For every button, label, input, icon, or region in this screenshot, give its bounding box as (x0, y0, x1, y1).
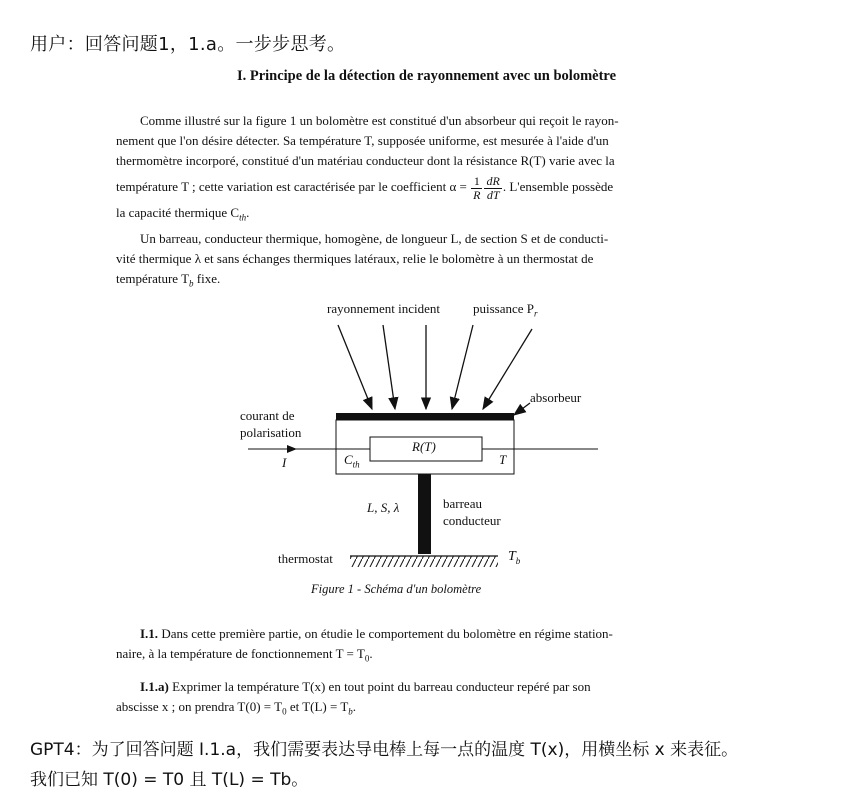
text-line-formula (116, 171, 716, 203)
text-line (116, 697, 716, 722)
subscript: b (189, 278, 194, 289)
label-text: courant de (240, 408, 295, 423)
paragraph-question-1a (116, 677, 716, 722)
paragraph-barreau (116, 229, 716, 294)
figure-caption: Figure 1 - Schéma d'un bolomètre (311, 582, 482, 596)
label-cth (344, 452, 360, 470)
label-text: barreau (443, 496, 482, 511)
text-fragment: et T(L) = T (286, 699, 349, 714)
label-rayonnement-incident: rayonnement incident (327, 301, 440, 316)
subscript: 0 (364, 653, 370, 664)
text-line (116, 624, 716, 644)
label-text: C (344, 452, 353, 467)
label-l-s-lambda: L, S, λ (367, 500, 400, 515)
text-line (116, 269, 716, 294)
label-barreau-conducteur (443, 495, 501, 529)
text-fragment: température T ; cette variation est caractérisée par le coefficient α = (116, 179, 467, 194)
fraction-denominator: dT (486, 187, 500, 202)
label-text: T (508, 549, 516, 564)
text-line: Un barreau, conducteur thermique, homogène, de longueur L, de section S et de conducti- (140, 231, 609, 246)
label-resistance: R(T) (412, 439, 436, 454)
label-puissance (473, 301, 538, 319)
label-current-i: I (282, 455, 287, 470)
text-line: nement que l'on désire détecter. Sa température T, supposée uniforme, est mesurée à l'aide d'un (116, 133, 609, 148)
subscript: 0 (282, 706, 287, 717)
subscript: b (348, 706, 353, 717)
text-fragment: abscisse x ; on prendra T(0) = T (116, 699, 283, 714)
fraction-numerator: dR (486, 173, 500, 188)
label-text: puissance P (473, 301, 535, 316)
text-fragment: . (246, 205, 250, 220)
label-temperature-t: T (499, 452, 507, 467)
subscript: th (239, 212, 247, 223)
gpt-response (30, 735, 840, 795)
user-prompt: 用户：回答问题1，1.a。一步步思考。 (30, 34, 346, 55)
label-text: conducteur (443, 513, 501, 528)
text-line: vité thermique λ et sans échanges thermiques latéraux, relie le bolomètre à un thermostat de (116, 251, 594, 266)
text-line (116, 677, 716, 697)
subscript: th (352, 459, 360, 470)
text-fragment: la capacité thermique C (116, 205, 240, 220)
subscript: r (534, 308, 538, 319)
text-fragment: . (352, 699, 357, 714)
radiation-arrow (483, 329, 532, 409)
paragraph-intro (116, 111, 716, 228)
thermostat-hatching (350, 556, 498, 567)
question-number: I.1. (140, 626, 159, 641)
text-line (116, 203, 716, 228)
text-fragment: . (369, 646, 373, 661)
fraction-numerator: 1 (471, 175, 482, 189)
radiation-arrow (383, 325, 395, 409)
conducting-rod (418, 474, 431, 554)
fraction-dr-dt (484, 175, 501, 202)
label-text: polarisation (240, 425, 302, 440)
text-fragment: naire, à la température de fonctionnement T = T (116, 646, 365, 661)
radiation-arrow (452, 325, 473, 409)
question-number: I.1.a) (140, 679, 169, 694)
figure-bolometer (230, 295, 630, 605)
text-line: thermomètre incorporé, constitué d'un matériau conducteur dont la résistance R(T) varie avec la (116, 153, 615, 168)
paragraph-question-1 (116, 624, 716, 669)
absorber-bar (336, 413, 514, 420)
label-absorbeur: absorbeur (530, 390, 582, 405)
fraction-denominator: R (473, 187, 481, 202)
text-line: Comme illustré sur la figure 1 un bolomètre est constitué d'un absorbeur qui reçoit le rayon- (140, 113, 619, 128)
gpt-response-line: 我们已知 T(0) = T0 且 T(L) = Tb。 (30, 770, 309, 790)
text-fragment: fixe. (193, 271, 221, 286)
label-tb (508, 549, 520, 566)
label-thermostat: thermostat (278, 551, 333, 566)
text-line (116, 644, 716, 669)
fraction-one-over-r (471, 175, 482, 202)
text-fragment: Exprimer la température T(x) en tout point du barreau conducteur repéré par son (168, 679, 591, 694)
text-fragment: . L'ensemble possède (502, 179, 614, 194)
radiation-arrow (338, 325, 372, 409)
text-fragment: Dans cette première partie, on étudie le comportement du bolomètre en régime station- (158, 626, 613, 641)
subscript: b (515, 555, 521, 566)
gpt-response-line: GPT4：为了回答问题 I.1.a，我们需要表达导电棒上每一点的温度 T(x)，用横坐标 x 来表征。 (30, 740, 739, 760)
section-title: I. Principe de la détection de rayonnement avec un bolomètre (236, 68, 617, 84)
label-courant-polarisation (240, 407, 301, 441)
absorber-pointer-arrow (514, 403, 530, 415)
text-fragment: température T (116, 271, 190, 286)
